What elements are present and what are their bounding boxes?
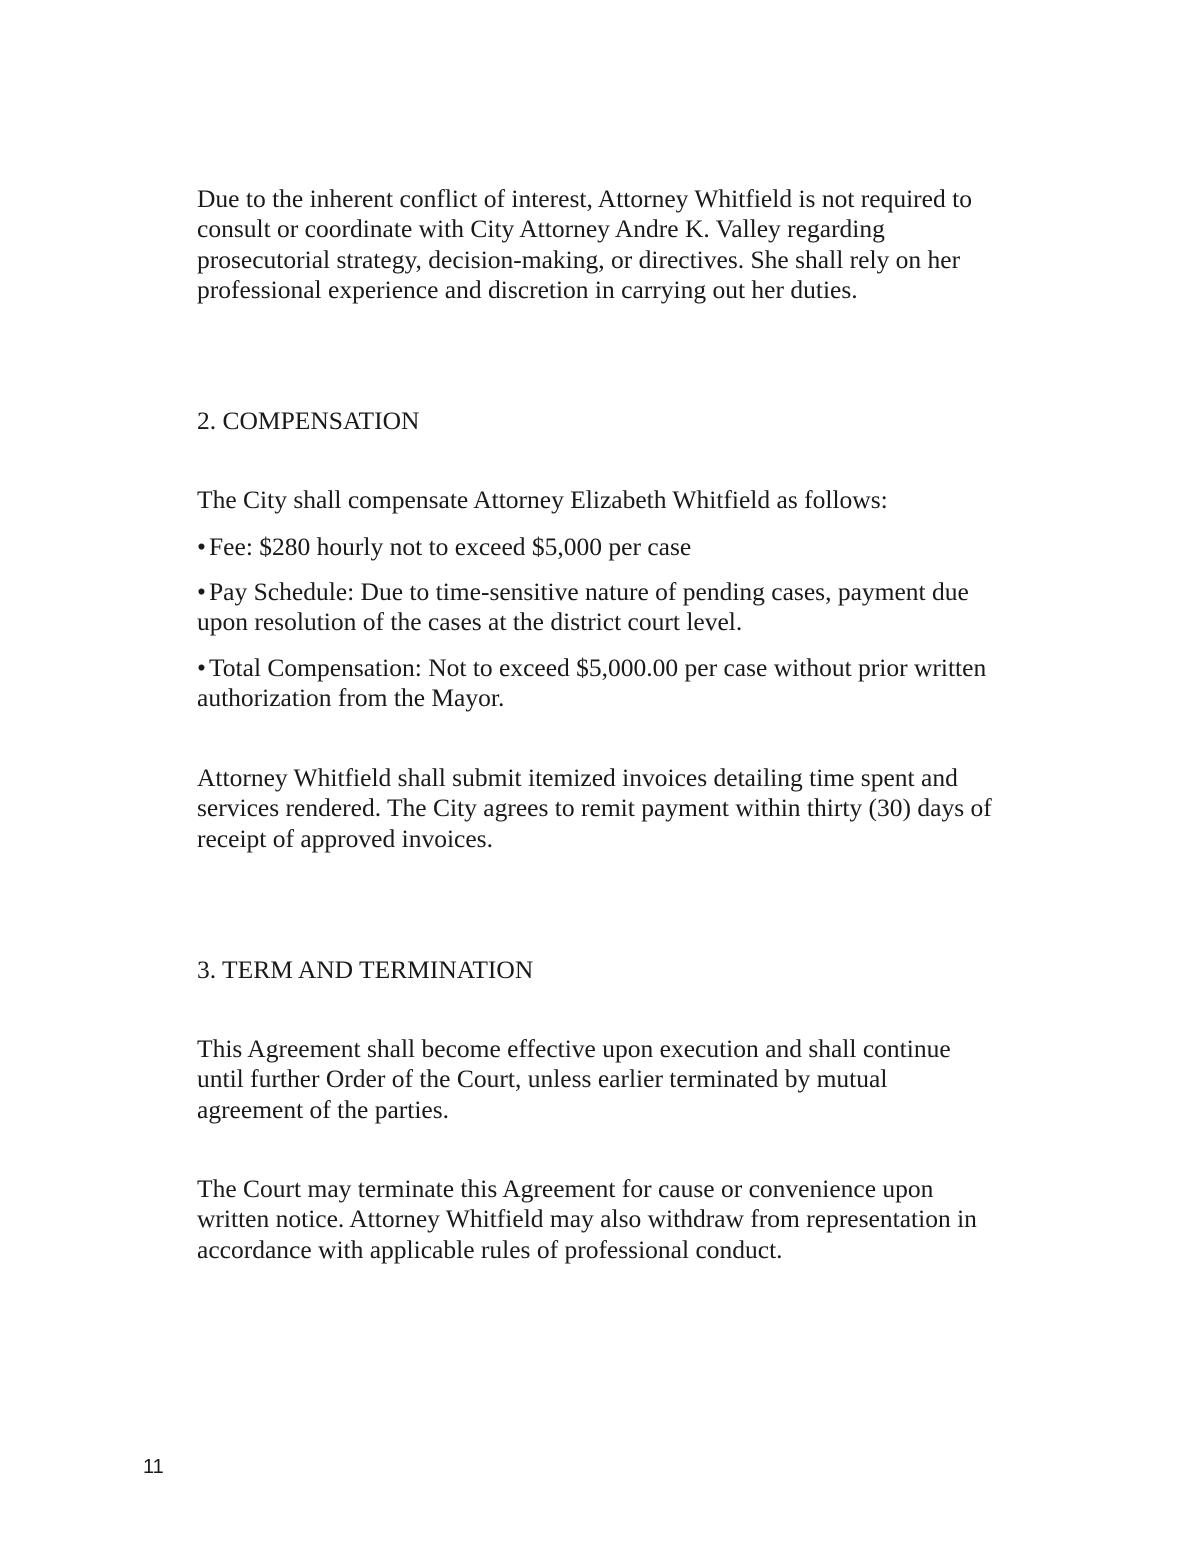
intro-paragraph bbox=[197, 184, 1007, 306]
bullet-item-pay-schedule bbox=[197, 577, 1002, 638]
compensation-lead-text: The City shall compensate Attorney Elizabeth Whitfield as follows: bbox=[197, 485, 888, 514]
invoices-paragraph-text: Attorney Whitfield shall submit itemized invoices detailing time spent and services rendered. The City agrees to remit payment within thirty (30) days of receipt of approved invoices. bbox=[197, 763, 992, 853]
bullet-item-fee bbox=[197, 532, 1027, 562]
bullet-icon: • bbox=[197, 653, 206, 682]
term-paragraph-1-text: This Agreement shall become effective upon execution and shall continue until further Order of the Court, unless earlier terminated by mutual agreement of the parties. bbox=[197, 1034, 951, 1124]
bullet-text: Pay Schedule: Due to time-sensitive nature of pending cases, payment due upon resolution of the cases at the district court level. bbox=[197, 577, 969, 637]
bullet-icon: • bbox=[197, 532, 206, 561]
bullet-icon: • bbox=[197, 577, 206, 606]
term-paragraph-1 bbox=[197, 1034, 987, 1125]
term-paragraph-2-text: The Court may terminate this Agreement for cause or convenience upon written notice. Attorney Whitfield may also withdraw from representation in accordance with applicable rules of professional conduct. bbox=[197, 1174, 977, 1264]
term-paragraph-2 bbox=[197, 1174, 1012, 1265]
section-heading-compensation: 2. COMPENSATION bbox=[197, 406, 420, 435]
intro-paragraph-text: Due to the inherent conflict of interest, Attorney Whitfield is not required to consult or coordinate with City Attorney Andre K. Valley regarding prosecutorial strategy, decision-making, or directives. She shall rely on her professional experience and discretion in carrying out her duties. bbox=[197, 184, 972, 305]
compensation-lead bbox=[197, 485, 1027, 515]
section-heading-term: 3. TERM AND TERMINATION bbox=[197, 955, 534, 984]
invoices-paragraph bbox=[197, 763, 1027, 854]
bullet-text: Total Compensation: Not to exceed $5,000.00 per case without prior written authorization from the Mayor. bbox=[197, 653, 987, 713]
bullet-item-total-compensation bbox=[197, 653, 1022, 714]
bullet-text: Fee: $280 hourly not to exceed $5,000 per case bbox=[209, 532, 692, 561]
page-number: 11 bbox=[143, 1456, 164, 1478]
